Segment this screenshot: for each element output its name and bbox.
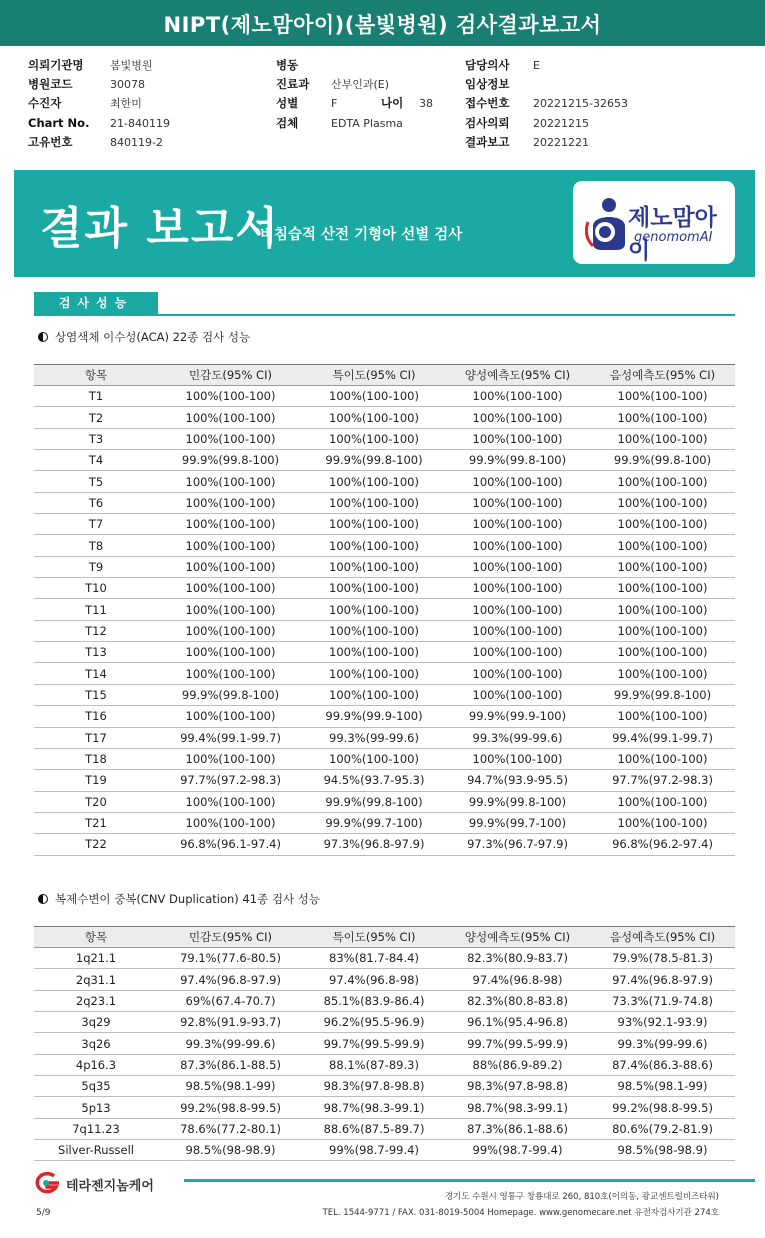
half-circle-icon [38,894,48,904]
value-cell: 97.7%(97.2-98.3) [158,770,303,791]
aca-performance-table [34,364,735,856]
table-row [34,812,735,833]
value-cell: 99.9%(99.7-100) [303,812,445,833]
report-title: NIPT(제노맘아이)(봄빛병원) 검사결과보고서 [163,13,602,37]
value-cell: 83%(81.7-84.4) [303,948,445,969]
info-label: 고유번호 [28,134,73,149]
value-cell: 96.8%(96.1-97.4) [158,834,303,855]
value-cell: 100%(100-100) [590,514,735,535]
table-header-row [34,365,735,386]
table-row [34,1012,735,1033]
table-row [34,450,735,471]
column-header: 특이도(95% CI) [303,365,445,386]
value-cell: 100%(100-100) [445,663,590,684]
value-cell: 100%(100-100) [590,812,735,833]
value-cell: 94.7%(93.9-95.5) [445,770,590,791]
info-value: 21-840119 [110,116,170,130]
value-cell: 99.9%(99.8-100) [158,684,303,705]
table-row [34,428,735,449]
value-cell: 98.3%(97.8-98.8) [445,1076,590,1097]
table-row [34,727,735,748]
value-cell: 99%(98.7-99.4) [303,1140,445,1161]
value-cell: 100%(100-100) [303,386,445,407]
value-cell: 99%(98.7-99.4) [445,1140,590,1161]
logo-korean-text: 제노맘아이 [628,205,717,264]
table-row [34,471,735,492]
column-header: 음성예측도(95% CI) [590,927,735,948]
column-header: 양성예측도(95% CI) [445,927,590,948]
table-row [34,535,735,556]
value-cell: 88.6%(87.5-89.7) [303,1118,445,1139]
info-row [465,133,628,152]
row-label-cell: T7 [34,514,158,535]
value-cell: 100%(100-100) [303,642,445,663]
row-label-cell: 5p13 [34,1097,158,1118]
banner-title: 결과 보고서 [40,203,280,254]
value-cell: 78.6%(77.2-80.1) [158,1118,303,1139]
value-cell: 96.2%(95.5-96.9) [303,1012,445,1033]
info-row [28,94,170,113]
value-cell: 100%(100-100) [158,407,303,428]
table-row [34,663,735,684]
value-cell: 100%(100-100) [303,428,445,449]
value-cell: 100%(100-100) [158,514,303,535]
value-cell: 100%(100-100) [158,663,303,684]
value-cell: 100%(100-100) [158,599,303,620]
cnv-performance-table [34,926,735,1161]
value-cell: 100%(100-100) [158,428,303,449]
value-cell: 100%(100-100) [303,471,445,492]
row-label-cell: T18 [34,748,158,769]
value-cell: 100%(100-100) [303,684,445,705]
info-value: E [533,59,540,72]
value-cell: 98.5%(98-98.9) [590,1140,735,1161]
info-label: 의뢰기관명 [28,58,84,72]
info-label: 수진자 [28,96,62,111]
info-row [465,94,628,113]
value-cell: 100%(100-100) [445,407,590,428]
row-label-cell: T3 [34,428,158,449]
value-cell: 98.7%(98.3-99.1) [445,1097,590,1118]
value-cell: 100%(100-100) [590,642,735,663]
row-label-cell: 2q23.1 [34,990,158,1011]
page-number: 5/9 [36,1208,51,1218]
table-row [34,620,735,641]
info-label: 성별 [276,96,299,111]
value-cell: 100%(100-100) [445,386,590,407]
value-cell: 100%(100-100) [303,748,445,769]
value-cell: 100%(100-100) [590,471,735,492]
info-value: EDTA Plasma [331,116,403,130]
value-cell: 99.3%(99-99.6) [445,727,590,748]
table-row [34,834,735,855]
value-cell: 100%(100-100) [590,706,735,727]
info-value: 봄빛병원 [110,59,153,72]
row-label-cell: T5 [34,471,158,492]
value-cell: 100%(100-100) [445,428,590,449]
row-label-cell: 7q11.23 [34,1118,158,1139]
info-label: Chart No. [28,115,90,130]
value-cell: 88%(86.9-89.2) [445,1054,590,1075]
cnv-subtitle [38,891,320,907]
value-cell: 79.1%(77.6-80.5) [158,948,303,969]
row-label-cell: T8 [34,535,158,556]
value-cell: 97.3%(96.8-97.9) [303,834,445,855]
info-column-2 [276,56,433,133]
table-row [34,1033,735,1054]
value-cell: 100%(100-100) [158,791,303,812]
info-label: 결과보고 [465,134,510,149]
value-cell: 69%(67.4-70.7) [158,990,303,1011]
value-cell: 97.4%(96.8-98) [445,969,590,990]
table-row [34,990,735,1011]
table-row [34,1097,735,1118]
value-cell: 82.3%(80.9-83.7) [445,948,590,969]
value-cell: 100%(100-100) [590,492,735,513]
row-label-cell: 3q29 [34,1012,158,1033]
value-cell: 100%(100-100) [590,428,735,449]
section-tab-performance: 검사성능 [34,292,158,315]
value-cell: 93%(92.1-93.9) [590,1012,735,1033]
info-row [276,94,433,113]
value-cell: 73.3%(71.9-74.8) [590,990,735,1011]
value-cell: 100%(100-100) [445,535,590,556]
row-label-cell: T22 [34,834,158,855]
value-cell: 97.4%(96.8-97.9) [590,969,735,990]
value-cell: 99.9%(99.7-100) [445,812,590,833]
value-cell: 100%(100-100) [303,663,445,684]
table-row [34,770,735,791]
info-row [465,75,628,94]
info-row [276,114,433,133]
table-row [34,969,735,990]
table-row [34,948,735,969]
value-cell: 97.7%(97.2-98.3) [590,770,735,791]
row-label-cell: 2q31.1 [34,969,158,990]
table-row [34,642,735,663]
value-cell: 99.3%(99-99.6) [158,1033,303,1054]
info-row [276,75,433,94]
value-cell: 99.9%(99.8-100) [445,450,590,471]
value-cell: 94.5%(93.7-95.3) [303,770,445,791]
value-cell: 79.9%(78.5-81.3) [590,948,735,969]
value-cell: 99.9%(99.8-100) [303,450,445,471]
value-cell: 100%(100-100) [158,556,303,577]
value-cell: 100%(100-100) [303,578,445,599]
value-cell: 99.2%(98.8-99.5) [590,1097,735,1118]
table-row [34,1118,735,1139]
value-cell: 100%(100-100) [158,642,303,663]
value-cell: 80.6%(79.2-81.9) [590,1118,735,1139]
cnv-title: 복제수변이 중복(CNV Duplication) 41종 검사 성능 [55,892,320,906]
info-label: 접수번호 [465,96,510,111]
banner-subtitle: 비침습적 산전 기형아 선별 검사 [260,227,463,243]
company-address: 경기도 수원시 영통구 창룡대로 260, 810호(이의동, 광교센트럴비즈타워) [444,1192,719,1202]
value-cell: 100%(100-100) [590,535,735,556]
value-cell: 99.3%(99-99.6) [303,727,445,748]
aca-subtitle [38,329,250,345]
column-header: 특이도(95% CI) [303,927,445,948]
value-cell: 100%(100-100) [303,407,445,428]
column-header: 민감도(95% CI) [158,927,303,948]
value-cell: 100%(100-100) [158,706,303,727]
table-row [34,386,735,407]
row-label-cell: T13 [34,642,158,663]
value-cell: 100%(100-100) [445,684,590,705]
info-value: 20221215-32653 [533,97,628,111]
value-cell: 100%(100-100) [158,386,303,407]
value-cell: 100%(100-100) [158,535,303,556]
table-row [34,407,735,428]
value-cell: 100%(100-100) [590,748,735,769]
value-cell: 100%(100-100) [590,599,735,620]
column-header: 양성예측도(95% CI) [445,365,590,386]
value-cell: 100%(100-100) [158,492,303,513]
row-label-cell: T17 [34,727,158,748]
info-row [28,133,170,152]
row-label-cell: T14 [34,663,158,684]
genomom-logo [573,181,735,264]
value-cell: 99.9%(99.9-100) [303,706,445,727]
value-cell: 100%(100-100) [158,812,303,833]
value-cell: 99.9%(99.8-100) [590,450,735,471]
value-cell: 100%(100-100) [303,599,445,620]
value-cell: 100%(100-100) [445,471,590,492]
value-cell: 100%(100-100) [303,556,445,577]
value-cell: 99.9%(99.8-100) [590,684,735,705]
info-row [28,56,170,75]
column-header: 항목 [34,927,158,948]
age-label: 나이 [381,96,404,111]
row-label-cell: 1q21.1 [34,948,158,969]
info-row [465,114,628,133]
value-cell: 99.9%(99.8-100) [445,791,590,812]
value-cell: 87.4%(86.3-88.6) [590,1054,735,1075]
value-cell: 96.1%(95.4-96.8) [445,1012,590,1033]
row-label-cell: T12 [34,620,158,641]
value-cell: 100%(100-100) [445,492,590,513]
value-cell: 99.4%(99.1-99.7) [158,727,303,748]
row-label-cell: T2 [34,407,158,428]
table-row [34,514,735,535]
value-cell: 100%(100-100) [590,663,735,684]
section-divider [34,314,735,316]
logo-english-text: genomomAI [634,230,713,245]
value-cell: 99.9%(99.9-100) [445,706,590,727]
value-cell: 98.3%(97.8-98.8) [303,1076,445,1097]
value-cell: 100%(100-100) [158,620,303,641]
value-cell: 99.9%(99.8-100) [158,450,303,471]
column-header: 민감도(95% CI) [158,365,303,386]
value-cell: 99.3%(99-99.6) [590,1033,735,1054]
value-cell: 100%(100-100) [445,748,590,769]
value-cell: 100%(100-100) [303,620,445,641]
info-row [276,56,433,75]
info-value: 840119-2 [110,135,163,149]
row-label-cell: T9 [34,556,158,577]
column-header: 항목 [34,365,158,386]
row-label-cell: T20 [34,791,158,812]
value-cell: 100%(100-100) [590,791,735,812]
row-label-cell: Silver-Russell [34,1140,158,1161]
row-label-cell: T19 [34,770,158,791]
age-value: 38 [419,97,433,111]
value-cell: 82.3%(80.8-83.8) [445,990,590,1011]
row-label-cell: T6 [34,492,158,513]
table-row [34,556,735,577]
value-cell: 92.8%(91.9-93.7) [158,1012,303,1033]
row-label-cell: T16 [34,706,158,727]
value-cell: 97.4%(96.8-97.9) [158,969,303,990]
value-cell: 100%(100-100) [590,407,735,428]
aca-title: 상염색체 이수성(ACA) 22종 검사 성능 [55,330,251,344]
value-cell: 100%(100-100) [445,642,590,663]
info-label: 검체 [276,115,299,130]
value-cell: 97.4%(96.8-98) [303,969,445,990]
value-cell: 100%(100-100) [158,471,303,492]
row-label-cell: T21 [34,812,158,833]
value-cell: 100%(100-100) [445,620,590,641]
value-cell: 99.7%(99.5-99.9) [303,1033,445,1054]
value-cell: 100%(100-100) [445,599,590,620]
half-circle-icon [38,332,48,342]
value-cell: 98.5%(98-98.9) [158,1140,303,1161]
info-label: 병동 [276,58,299,72]
table-row [34,1140,735,1161]
value-cell: 100%(100-100) [590,386,735,407]
info-value: 20221215 [533,116,589,130]
theragen-logo-icon [32,1172,60,1194]
company-name: 테라젠지놈케어 [66,1179,154,1194]
value-cell: 100%(100-100) [303,535,445,556]
row-label-cell: 3q26 [34,1033,158,1054]
mother-baby-logo-icon [585,196,629,250]
value-cell: 85.1%(83.9-86.4) [303,990,445,1011]
info-row [28,75,170,94]
value-cell: 99.7%(99.5-99.9) [445,1033,590,1054]
row-label-cell: 5q35 [34,1076,158,1097]
row-label-cell: T4 [34,450,158,471]
info-label: 병원코드 [28,77,73,92]
row-label-cell: T1 [34,386,158,407]
info-label: 담당의사 [465,58,510,72]
value-cell: 96.8%(96.2-97.4) [590,834,735,855]
info-label: 임상정보 [465,77,510,92]
result-banner [14,170,755,277]
value-cell: 100%(100-100) [303,514,445,535]
value-cell: 100%(100-100) [158,578,303,599]
company-contact: TEL. 1544-9771 / FAX. 031-8019-5004 Homepage. www.genomecare.net 유전자검사기관 274호 [322,1208,719,1218]
table-row [34,1076,735,1097]
table-row [34,748,735,769]
table-row [34,706,735,727]
row-label-cell: T11 [34,599,158,620]
table-row [34,492,735,513]
value-cell: 98.5%(98.1-99) [590,1076,735,1097]
info-value: 20221221 [533,135,589,149]
report-title-bar [0,0,765,46]
row-label-cell: T15 [34,684,158,705]
table-header-row [34,927,735,948]
column-header: 음성예측도(95% CI) [590,365,735,386]
value-cell: 100%(100-100) [590,556,735,577]
table-row [34,599,735,620]
info-column-1 [28,56,170,152]
value-cell: 99.2%(98.8-99.5) [158,1097,303,1118]
footer-divider [184,1179,755,1182]
value-cell: 100%(100-100) [445,556,590,577]
value-cell: 100%(100-100) [590,620,735,641]
info-value: F [331,97,338,111]
value-cell: 99.9%(99.8-100) [303,791,445,812]
value-cell: 100%(100-100) [158,748,303,769]
info-row [28,114,170,133]
value-cell: 100%(100-100) [445,514,590,535]
value-cell: 97.3%(96.7-97.9) [445,834,590,855]
footer-address-block [323,1189,719,1221]
info-value: 산부인과(E) [331,78,390,92]
info-label: 검사의뢰 [465,115,510,130]
table-row [34,578,735,599]
value-cell: 100%(100-100) [445,578,590,599]
info-row [465,56,628,75]
table-row [34,1054,735,1075]
value-cell: 87.3%(86.1-88.5) [158,1054,303,1075]
row-label-cell: T10 [34,578,158,599]
value-cell: 100%(100-100) [303,492,445,513]
value-cell: 98.7%(98.3-99.1) [303,1097,445,1118]
value-cell: 99.4%(99.1-99.7) [590,727,735,748]
table-row [34,791,735,812]
info-label: 진료과 [276,77,310,92]
value-cell: 100%(100-100) [590,578,735,599]
info-value: 30078 [110,78,145,92]
value-cell: 87.3%(86.1-88.6) [445,1118,590,1139]
row-label-cell: 4p16.3 [34,1054,158,1075]
info-column-3 [465,56,628,152]
patient-info [0,56,765,152]
info-value: 최한미 [110,97,142,111]
value-cell: 98.5%(98.1-99) [158,1076,303,1097]
table-row [34,684,735,705]
value-cell: 88.1%(87-89.3) [303,1054,445,1075]
